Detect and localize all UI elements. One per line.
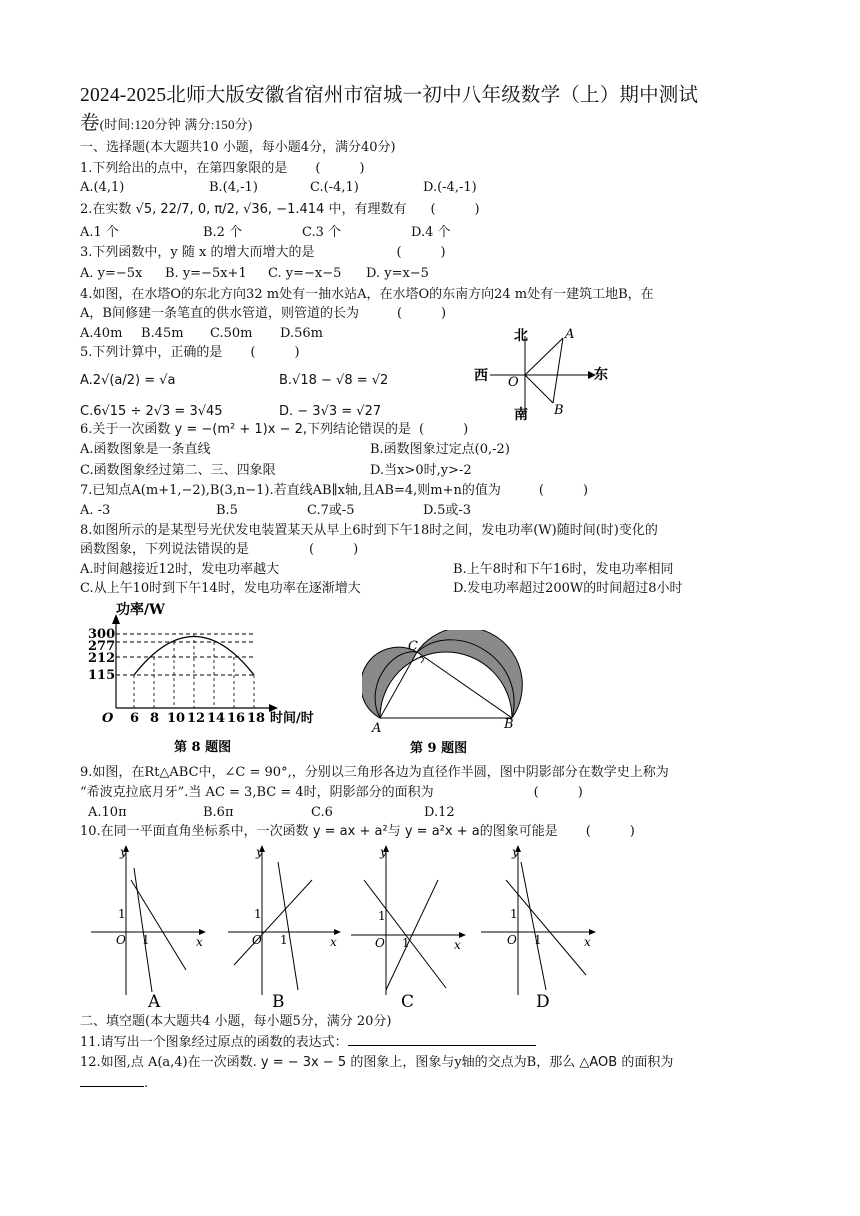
ytick-115: 115 bbox=[88, 668, 116, 683]
label-a: A bbox=[372, 721, 382, 736]
q7-option-a: A. -3 bbox=[80, 503, 111, 518]
label-b: B bbox=[504, 717, 514, 732]
svg-text:y: y bbox=[380, 845, 387, 859]
q9-line2: “希波克拉底月牙”.当 AC = 3,BC = 4时，阴影部分的面积为 ( ) bbox=[80, 785, 583, 800]
graph-ylabel: 功率/W bbox=[116, 602, 165, 618]
q6-option-d: D.当x>0时,y>-2 bbox=[370, 463, 472, 478]
q12-answer-blank bbox=[80, 1074, 144, 1087]
svg-text:1: 1 bbox=[142, 933, 150, 947]
q9-line1: 9.如图，在Rt△ABC中，∠C = 90°,，分别以三角形各边为直径作半圆，图中阴影部分在数学史上称为 bbox=[80, 765, 669, 780]
svg-text:y: y bbox=[512, 845, 519, 859]
svg-text:x: x bbox=[454, 938, 461, 952]
label-b: B bbox=[554, 403, 564, 418]
q5-stem: 5.下列计算中，正确的是 ( ) bbox=[80, 345, 300, 360]
q4-compass-figure bbox=[470, 322, 620, 422]
q2-option-d: D.4 个 bbox=[411, 225, 451, 240]
graph-c bbox=[351, 845, 466, 1010]
svg-text:1: 1 bbox=[378, 909, 386, 923]
q9-option-d: D.12 bbox=[424, 805, 455, 820]
q3-option-b: B. y=−5x+1 bbox=[165, 266, 247, 281]
svg-text:1: 1 bbox=[402, 936, 410, 950]
q9-option-b: B.6π bbox=[203, 805, 234, 820]
label-south: 南 bbox=[514, 407, 528, 422]
q5-option-a: A.2√(a/2) = √a bbox=[80, 373, 176, 388]
svg-text:O: O bbox=[116, 933, 126, 947]
svg-text:1: 1 bbox=[280, 933, 288, 947]
svg-text:1: 1 bbox=[534, 933, 542, 947]
q8-option-a: A.时间越接近12时，发电功率越大 bbox=[80, 562, 280, 577]
q7-stem: 7.已知点A(m+1,−2),B(3,n−1).若直线AB∥x轴,且AB=4,则m+n的值为 ( ) bbox=[80, 483, 589, 498]
q10-stem: 10.在同一平面直角坐标系中，一次函数 y = ax + a²与 y = a²x + a的图象可能是 ( ) bbox=[80, 824, 635, 839]
caption-b: B bbox=[272, 992, 285, 1010]
xtick-12: 12 bbox=[187, 711, 206, 726]
q4-option-a: A.40m bbox=[80, 326, 123, 341]
q7-option-c: C.7或-5 bbox=[307, 503, 355, 518]
q6-option-a: A.函数图象是一条直线 bbox=[80, 442, 211, 457]
xtick-18: 18 bbox=[247, 711, 266, 726]
label-o: O bbox=[508, 375, 519, 390]
q2-option-a: A.1 个 bbox=[80, 225, 119, 240]
xtick-16: 16 bbox=[227, 711, 246, 726]
svg-text:1: 1 bbox=[510, 907, 518, 921]
q8-line1: 8.如图所示的是某型号光伏发电装置某天从早上6时到下午18时之间，发电功率(W)随时间(时)变化的 bbox=[80, 523, 658, 538]
q2-expression: √5, 22/7, 0, π/2, √36, −1.414 bbox=[135, 202, 325, 217]
q6-stem: 6.关于一次函数 y = −(m² + 1)x − 2,下列结论错误的是 ( ) bbox=[80, 422, 469, 437]
svg-text:1: 1 bbox=[118, 907, 126, 921]
graph-d bbox=[481, 845, 596, 1010]
q4-option-c: C.50m bbox=[210, 326, 253, 341]
q9-lune-figure bbox=[362, 630, 532, 755]
q5-option-d: D. − 3√3 = √27 bbox=[279, 404, 382, 419]
exam-title bbox=[80, 82, 785, 139]
caption-c: C bbox=[401, 992, 415, 1010]
q6-expression: y = −(m² + 1)x − 2, bbox=[174, 422, 307, 437]
caption-d: D bbox=[536, 992, 550, 1010]
q10-graphs bbox=[86, 840, 626, 1010]
title-text-cont: 卷 bbox=[80, 113, 100, 134]
q7-option-d: D.5或-3 bbox=[423, 503, 472, 518]
q11-stem: 11.请写出一个图象经过原点的函数的表达式： bbox=[80, 1033, 536, 1052]
title-text: 2024-2025北师大版安徽省宿州市宿城一初中八年级数学（上）期中测试 bbox=[80, 85, 699, 106]
q8-option-b: B.上午8时和下午16时，发电功率相同 bbox=[453, 562, 674, 577]
q1-option-a: A.(4,1) bbox=[80, 180, 125, 195]
q9-option-a: A.10π bbox=[88, 805, 127, 820]
graph-origin: O bbox=[102, 711, 114, 726]
svg-text:x: x bbox=[330, 935, 337, 949]
label-west: 西 bbox=[474, 368, 488, 384]
q12-stem: 12.如图,点 A(a,4)在一次函数. y = − 3x − 5 的图象上，图象与y轴的交点为B，那么 △AOB 的面积为 bbox=[80, 1055, 674, 1070]
q3-stem: 3.下列函数中，y 随 x 的增大而增大的是 ( ) bbox=[80, 245, 446, 260]
q5-option-b: B.√18 − √8 = √2 bbox=[279, 373, 389, 388]
xtick-8: 8 bbox=[150, 711, 160, 726]
q7-option-b: B.5 bbox=[216, 503, 238, 518]
segment-oa bbox=[525, 338, 563, 375]
q1-option-c: C.(-4,1) bbox=[310, 180, 359, 195]
svg-text:x: x bbox=[196, 935, 203, 949]
q8-option-d: D.发电功率超过200W的时间超过8小时 bbox=[453, 581, 683, 596]
q9-caption: 第 9 题图 bbox=[410, 741, 468, 755]
caption-a: A bbox=[148, 992, 161, 1010]
q1-option-b: B.(4,-1) bbox=[209, 180, 258, 195]
svg-text:O: O bbox=[252, 933, 262, 947]
q2-option-b: B.2 个 bbox=[203, 225, 243, 240]
q1-option-d: D.(-4,-1) bbox=[423, 180, 477, 195]
q9-option-c: C.6 bbox=[311, 805, 333, 820]
svg-text:O: O bbox=[375, 936, 385, 950]
svg-text:y: y bbox=[256, 845, 263, 859]
q12-answer-line: . bbox=[80, 1074, 148, 1093]
q8-line2: 函数图象，下列说法错误的是 ( ) bbox=[80, 542, 359, 557]
q6-option-b: B.函数图象过定点(0,-2) bbox=[370, 442, 510, 457]
xtick-14: 14 bbox=[207, 711, 226, 726]
graph-b bbox=[228, 845, 341, 1010]
q2-stem: 2.在实数 √5, 22/7, 0, π/2, √36, −1.414 中，有理数有 ( ) bbox=[80, 202, 480, 217]
q2-option-c: C.3 个 bbox=[302, 225, 342, 240]
q4-option-d: D.56m bbox=[280, 326, 323, 341]
label-east: 东 bbox=[594, 367, 608, 383]
segment-ab bbox=[553, 338, 563, 403]
label-a: A bbox=[565, 327, 575, 342]
label-c: C bbox=[408, 639, 418, 654]
q11-answer-blank bbox=[348, 1033, 536, 1046]
label-north: 北 bbox=[514, 328, 528, 344]
svg-text:O: O bbox=[507, 933, 517, 947]
ytick-300: 300 bbox=[88, 627, 116, 642]
segment-ob bbox=[525, 375, 553, 403]
q3-option-d: D. y=x−5 bbox=[366, 266, 429, 281]
q1-stem: 1.下列给出的点中，在第四象限的是 ( ) bbox=[80, 161, 365, 176]
xtick-6: 6 bbox=[130, 711, 140, 726]
exam-subtitle: (时间:120分钟 满分:150分) bbox=[99, 117, 253, 132]
svg-text:1: 1 bbox=[254, 907, 262, 921]
xtick-10: 10 bbox=[167, 711, 186, 726]
section1-heading: 一、选择题(本大题共10 小题，每小题4分，满分40分) bbox=[80, 140, 396, 155]
q8-option-c: C.从上午10时到下午14时，发电功率在逐渐增大 bbox=[80, 581, 361, 596]
q3-option-a: A. y=−5x bbox=[80, 266, 143, 281]
q4-line2: A，B间修建一条笔直的供水管道，则管道的长为 ( ) bbox=[80, 306, 447, 321]
q5-option-c: C.6√15 ÷ 2√3 = 3√45 bbox=[80, 404, 223, 419]
svg-text:x: x bbox=[584, 935, 591, 949]
ytick-277: 277 bbox=[88, 639, 116, 654]
q8-power-graph bbox=[86, 598, 356, 758]
q3-option-c: C. y=−x−5 bbox=[268, 266, 342, 281]
graph-a bbox=[91, 845, 206, 1010]
q4-option-b: B.45m bbox=[141, 326, 184, 341]
graph-xlabel: 时间/时 bbox=[270, 711, 314, 726]
section2-heading: 二、填空题(本大题共4 小题，每小题5分，满分 20分) bbox=[80, 1014, 392, 1029]
ytick-212: 212 bbox=[88, 651, 116, 666]
q4-line1: 4.如图，在水塔O的东北方向32 m处有一抽水站A，在水塔O的东南方向24 m处有一建筑工地B，在 bbox=[80, 287, 654, 302]
q8-caption: 第 8 题图 bbox=[174, 740, 232, 755]
svg-text:y: y bbox=[120, 845, 127, 859]
q6-option-c: C.函数图象经过第二、三、四象限 bbox=[80, 463, 276, 478]
